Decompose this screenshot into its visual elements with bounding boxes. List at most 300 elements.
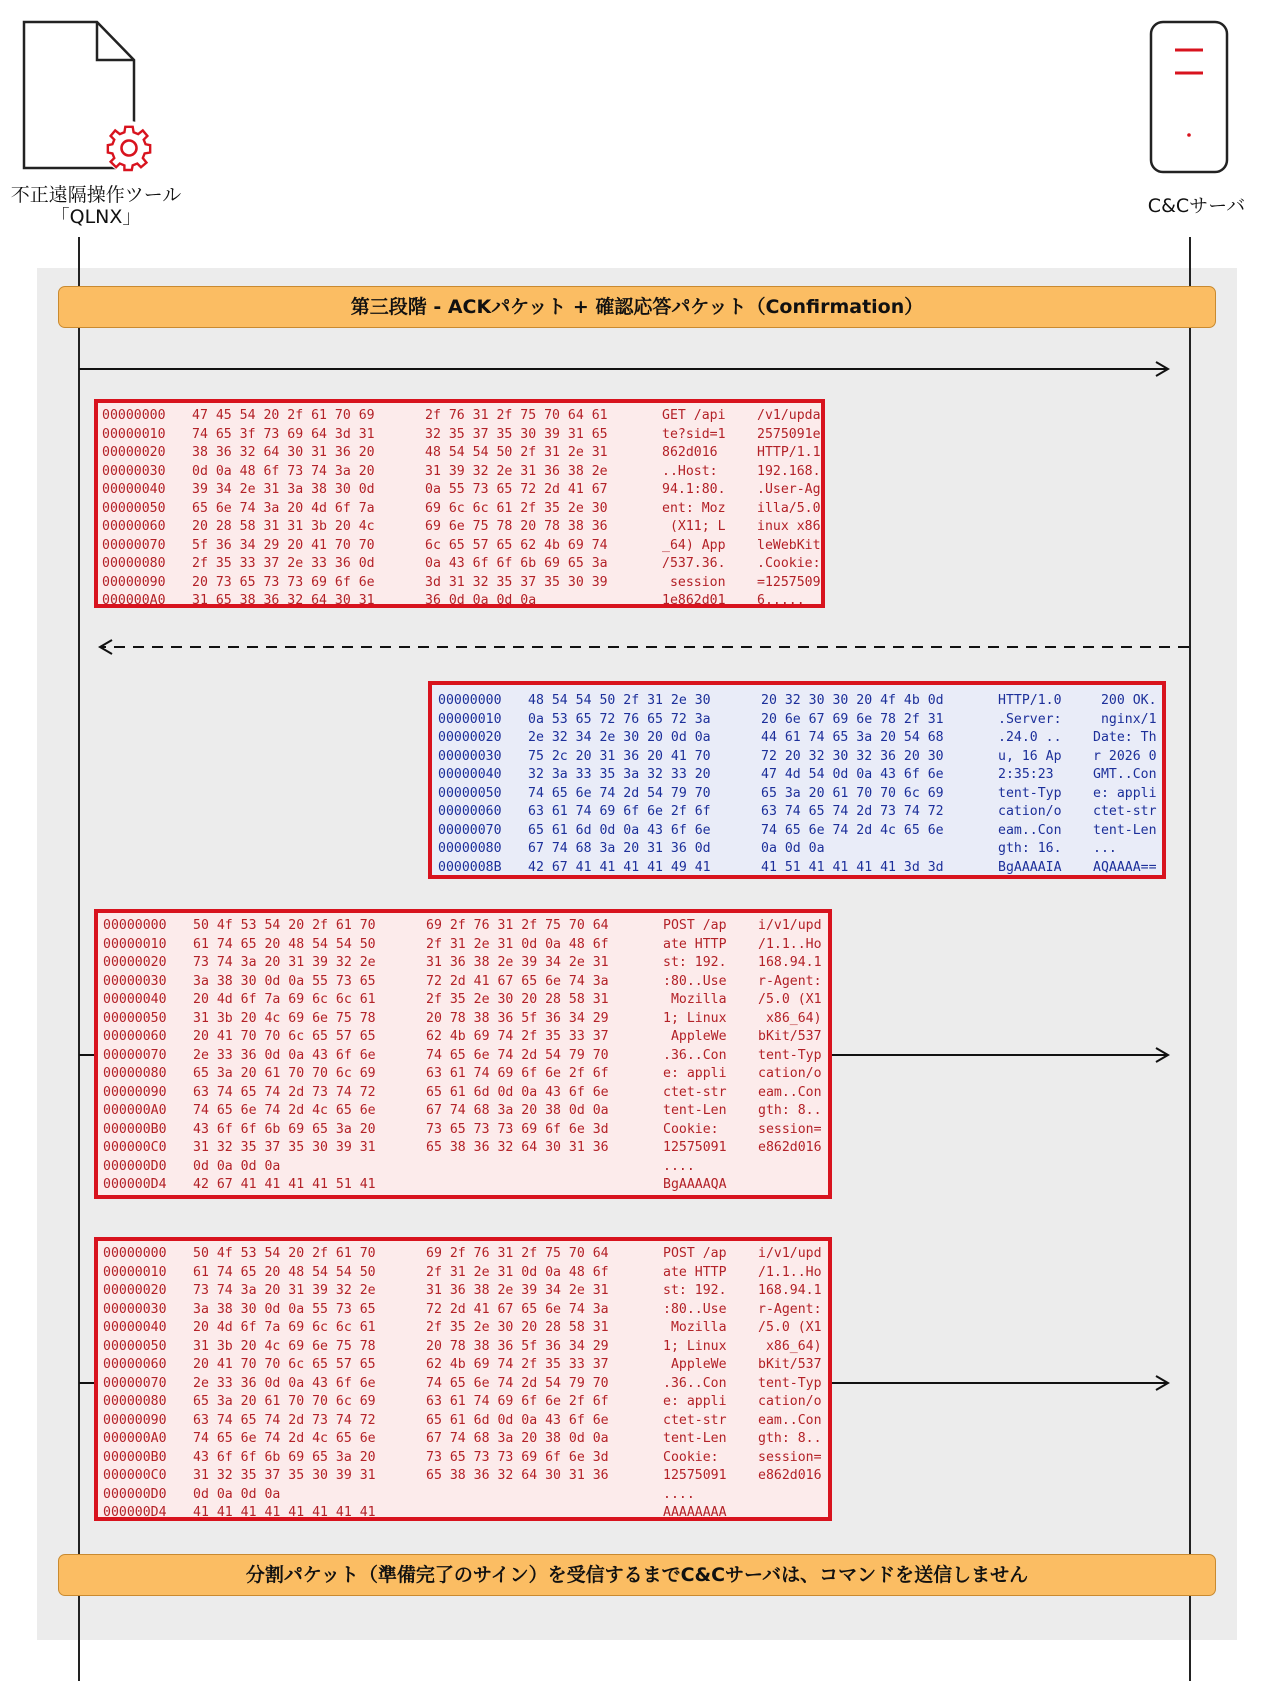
hexdump-offset: 00000050 [103, 1010, 167, 1026]
hexdump-ascii-2: HTTP/1.1 [757, 445, 821, 460]
hexdump-offset: 00000060 [103, 1357, 167, 1372]
hexdump-ascii-2: tent-Typ [758, 1047, 822, 1063]
hexdump-bytes-1: 63 74 65 74 2d 73 74 72 [193, 1412, 376, 1428]
hexdump-bytes-1: 20 41 70 70 6c 65 57 65 [193, 1029, 376, 1044]
hexdump-ascii-2: x86_64) [758, 1338, 822, 1354]
hexdump-offset: 000000D0 [103, 1486, 167, 1502]
hexdump-ascii-1: 12575091 [663, 1468, 727, 1483]
hexdump-bytes-1: 74 65 6e 74 2d 4c 65 6e [193, 1103, 376, 1118]
hexdump-offset: 00000000 [102, 408, 166, 423]
hexdump-row [438, 822, 1162, 841]
cc-server-lifeline [1189, 237, 1191, 1681]
hexdump-offset: 00000010 [103, 936, 167, 952]
hexdump-bytes-1: 20 73 65 73 73 69 6f 6e [192, 574, 375, 590]
hexdump-offset: 00000050 [438, 785, 502, 801]
hexdump-ascii-2: cation/o [758, 1394, 822, 1409]
hexdump-ascii-1: 1; Linux [663, 1010, 727, 1026]
hexdump-ascii-2: i/v1/upd [758, 918, 822, 933]
hexdump-ascii-2: gth: 8.. [758, 1431, 822, 1446]
document-gear-icon [0, 0, 200, 180]
hexdump-ascii-2: 168.94.1 [758, 955, 822, 970]
hexdump-ascii-1: session [662, 574, 726, 590]
hexdump-ascii-2: e862d016 [758, 1140, 822, 1155]
hexdump-bytes-2: 32 35 37 35 30 39 31 65 [425, 426, 608, 442]
hexdump-ascii-1: .... [663, 1158, 695, 1174]
hexdump-offset: 000000C0 [103, 1140, 167, 1155]
hexdump-offset: 00000040 [102, 482, 166, 497]
hexdump-bytes-1: 74 65 6e 74 2d 54 79 70 [528, 785, 711, 801]
hexdump-bytes-1: 20 28 58 31 31 3b 20 4c [192, 519, 375, 534]
hexdump-ascii-2: =1257509 [757, 574, 821, 590]
hexdump-bytes-2: 72 2d 41 67 65 6e 74 3a [426, 973, 609, 989]
hexdump-bytes-2: 41 51 41 41 41 41 3d 3d [761, 859, 944, 875]
hexdump-bytes-2: 62 4b 69 74 2f 35 33 37 [426, 1029, 609, 1044]
hexdump-row [103, 1176, 828, 1195]
hexdump-ascii-1: :80..Use [663, 973, 727, 989]
hexdump-bytes-1: 31 3b 20 4c 69 6e 75 78 [193, 1338, 376, 1354]
hexdump-row [103, 1412, 828, 1431]
hexdump-bytes-1: 75 2c 20 31 36 20 41 70 [528, 748, 711, 764]
hexdump-offset: 000000C0 [103, 1468, 167, 1483]
hexdump-ascii-1: tent-Typ [998, 785, 1062, 801]
hexdump-ascii-1: te?sid=1 [662, 426, 726, 442]
hexdump-row [103, 1467, 828, 1486]
hexdump-row [438, 766, 1162, 785]
hexdump-row [103, 917, 828, 936]
hexdump-bytes-2: 31 36 38 2e 39 34 2e 31 [426, 1283, 609, 1298]
hexdump-bytes-2: 2f 35 2e 30 20 28 58 31 [426, 1320, 609, 1335]
hexdump-ascii-1: _64) App [662, 537, 726, 553]
hexdump-ascii-2: session= [758, 1121, 822, 1137]
hexdump-bytes-1: 42 67 41 41 41 41 49 41 [528, 859, 711, 875]
hexdump-bytes-2: 44 61 74 65 3a 20 54 68 [761, 730, 944, 745]
hexdump-ascii-2: nginx/1 [1093, 711, 1157, 727]
hexdump-bytes-1: 61 74 65 20 48 54 54 50 [193, 1264, 376, 1280]
hexdump-ascii-1: cation/o [998, 804, 1062, 819]
hexdump-ascii-1: .... [663, 1486, 695, 1502]
hexdump-offset: 00000020 [438, 730, 502, 745]
hexdump-ascii-1: 2:35:23 [998, 767, 1062, 782]
hexdump-row [103, 1245, 828, 1264]
hexdump-ascii-1: POST /ap [663, 1246, 727, 1261]
hexdump-row [103, 973, 828, 992]
hexdump-row [102, 481, 821, 500]
hexdump-offset: 00000080 [103, 1066, 167, 1081]
hexdump-ascii-1: ..Host: [662, 463, 726, 479]
cc-server-actor-label: C&Cサーバ [1147, 195, 1246, 217]
hexdump-ascii-2: inux x86 [757, 519, 821, 534]
hexdump-bytes-1: 42 67 41 41 41 41 51 41 [193, 1177, 376, 1192]
hexdump-row [103, 1375, 828, 1394]
hexdump-bytes-2: 0a 0d 0a [761, 841, 825, 856]
hexdump-bytes-2: 69 2f 76 31 2f 75 70 64 [426, 1246, 609, 1261]
hexdump-offset: 00000060 [438, 804, 502, 819]
hexdump-ascii-2: 200 OK. [1093, 693, 1157, 708]
hexdump-ascii-1: 862d016 [662, 445, 726, 460]
hexdump-row [103, 1047, 828, 1066]
hexdump-row [103, 1486, 828, 1505]
hexdump-offset: 00000010 [103, 1264, 167, 1280]
hexdump-ascii-1: GET /api [662, 408, 726, 423]
hexdump-ascii-2: ctet-str [1093, 804, 1157, 819]
hexdump-offset: 000000D4 [103, 1505, 167, 1520]
hexdump-ascii-1: :80..Use [663, 1301, 727, 1317]
hexdump-ascii-1: AAAAAAAA [663, 1505, 727, 1520]
hexdump-offset: 000000D4 [103, 1177, 167, 1192]
hexdump-bytes-2: 73 65 73 73 69 6f 6e 3d [426, 1121, 609, 1137]
hexdump-bytes-1: 0a 53 65 72 76 65 72 3a [528, 711, 711, 727]
hexdump-row [102, 426, 821, 445]
hexdump-ascii-1: 1; Linux [663, 1338, 727, 1354]
hexdump-bytes-2: 36 0d 0a 0d 0a [425, 593, 537, 608]
hexdump-ascii-1: BgAAAAIA [998, 859, 1062, 875]
hexdump-ascii-2: session= [758, 1449, 822, 1465]
hexdump-offset: 00000080 [103, 1394, 167, 1409]
hexdump-ascii-2: x86_64) [758, 1010, 822, 1026]
hexdump-bytes-1: 43 6f 6f 6b 69 65 3a 20 [193, 1449, 376, 1465]
hexdump-bytes-1: 31 3b 20 4c 69 6e 75 78 [193, 1010, 376, 1026]
hexdump-row [102, 518, 821, 537]
hexdump-row [103, 1282, 828, 1301]
hexdump-row [103, 936, 828, 955]
hexdump-offset: 00000040 [103, 992, 167, 1007]
hexdump-packet-3 [94, 909, 832, 1199]
hexdump-offset: 00000000 [438, 693, 502, 708]
hexdump-offset: 00000030 [438, 748, 502, 764]
hexdump-row [103, 1319, 828, 1338]
hexdump-ascii-2: cation/o [758, 1066, 822, 1081]
hexdump-ascii-2: i/v1/upd [758, 1246, 822, 1261]
hexdump-row [103, 1028, 828, 1047]
hexdump-bytes-1: 20 4d 6f 7a 69 6c 6c 61 [193, 1320, 376, 1335]
hexdump-row [103, 1449, 828, 1468]
hexdump-offset: 000000A0 [103, 1103, 167, 1118]
hexdump-offset: 00000030 [102, 463, 166, 479]
hexdump-ascii-1: e: appli [663, 1394, 727, 1409]
hexdump-ascii-1: AppleWe [663, 1357, 727, 1372]
hexdump-bytes-2: 6c 65 57 65 62 4b 69 74 [425, 537, 608, 553]
hexdump-bytes-2: 20 6e 67 69 6e 78 2f 31 [761, 711, 944, 727]
hexdump-row [102, 407, 821, 426]
hexdump-bytes-1: 2f 35 33 37 2e 33 36 0d [192, 556, 375, 571]
hexdump-bytes-2: 31 36 38 2e 39 34 2e 31 [426, 955, 609, 970]
hexdump-offset: 000000A0 [103, 1431, 167, 1446]
hexdump-bytes-1: 74 65 6e 74 2d 4c 65 6e [193, 1431, 376, 1446]
hexdump-bytes-1: 65 61 6d 0d 0a 43 6f 6e [528, 822, 711, 838]
hexdump-bytes-2: 65 3a 20 61 70 70 6c 69 [761, 785, 944, 801]
hexdump-bytes-2: 31 39 32 2e 31 36 38 2e [425, 463, 608, 479]
hexdump-offset: 00000000 [103, 918, 167, 933]
hexdump-ascii-1: 1e862d01 [662, 593, 726, 608]
hexdump-ascii-2: Date: Th [1093, 730, 1157, 745]
hexdump-ascii-2: illa/5.0 [757, 500, 821, 516]
hexdump-offset: 00000070 [438, 822, 502, 838]
hexdump-row [438, 785, 1162, 804]
hexdump-ascii-2: bKit/537 [758, 1029, 822, 1044]
hexdump-ascii-1: u, 16 Ap [998, 748, 1062, 764]
hexdump-ascii-2: 168.94.1 [758, 1283, 822, 1298]
hexdump-row [103, 1264, 828, 1283]
hexdump-bytes-1: 0d 0a 0d 0a [193, 1158, 281, 1174]
hexdump-row [102, 555, 821, 574]
hexdump-offset: 00000090 [103, 1084, 167, 1100]
hexdump-offset: 00000020 [103, 955, 167, 970]
hexdump-bytes-1: 31 32 35 37 35 30 39 31 [193, 1140, 376, 1155]
hexdump-ascii-1: BgAAAAQA [663, 1177, 727, 1192]
hexdump-row [438, 803, 1162, 822]
hexdump-packet-4 [94, 1237, 832, 1521]
hexdump-ascii-2: leWebKit [757, 537, 821, 553]
hexdump-row [438, 729, 1162, 748]
hexdump-offset: 00000090 [103, 1412, 167, 1428]
hexdump-row [438, 840, 1162, 859]
hexdump-offset: 00000030 [103, 973, 167, 989]
hexdump-bytes-2: 20 78 38 36 5f 36 34 29 [426, 1338, 609, 1354]
hexdump-ascii-1: ctet-str [663, 1412, 727, 1428]
hexdump-row [103, 1065, 828, 1084]
hexdump-ascii-1: /537.36. [662, 556, 726, 571]
hexdump-bytes-2: 2f 31 2e 31 0d 0a 48 6f [426, 936, 609, 952]
hexdump-bytes-2: 74 65 6e 74 2d 54 79 70 [426, 1375, 609, 1391]
hexdump-bytes-2: 63 61 74 69 6f 6e 2f 6f [426, 1394, 609, 1409]
hexdump-ascii-2: 6..... [757, 593, 805, 608]
hexdump-packet-2 [428, 681, 1166, 879]
hexdump-row [103, 1393, 828, 1412]
hexdump-ascii-2: e: appli [1093, 785, 1157, 801]
hexdump-bytes-1: 2e 33 36 0d 0a 43 6f 6e [193, 1047, 376, 1063]
hexdump-bytes-2: 2f 35 2e 30 20 28 58 31 [426, 992, 609, 1007]
hexdump-bytes-1: 65 6e 74 3a 20 4d 6f 7a [192, 500, 375, 516]
hexdump-offset: 00000080 [438, 841, 502, 856]
hexdump-ascii-1: Cookie: [663, 1121, 727, 1137]
hexdump-ascii-2: bKit/537 [758, 1357, 822, 1372]
hexdump-bytes-2: 65 38 36 32 64 30 31 36 [426, 1468, 609, 1483]
hexdump-offset: 000000A0 [102, 593, 166, 608]
hexdump-row [438, 748, 1162, 767]
hexdump-ascii-1: .24.0 .. [998, 730, 1062, 745]
hexdump-offset: 00000050 [102, 500, 166, 516]
hexdump-offset: 00000070 [102, 537, 166, 553]
hexdump-row [102, 574, 821, 593]
hexdump-ascii-2: 2575091e [757, 426, 821, 442]
hexdump-offset: 000000D0 [103, 1158, 167, 1174]
qlnx-actor-label: 不正遠隔操作ツール 「QLNX」 [10, 184, 182, 228]
hexdump-bytes-2: 69 6e 75 78 20 78 38 36 [425, 519, 608, 534]
hexdump-offset: 00000090 [102, 574, 166, 590]
hexdump-ascii-1: Mozilla [663, 992, 727, 1007]
hexdump-bytes-1: 20 4d 6f 7a 69 6c 6c 61 [193, 992, 376, 1007]
hexdump-ascii-1: e: appli [663, 1066, 727, 1081]
hexdump-ascii-1: ate HTTP [663, 1264, 727, 1280]
hexdump-bytes-2: 72 20 32 30 32 36 20 30 [761, 748, 944, 764]
hexdump-bytes-1: 73 74 3a 20 31 39 32 2e [193, 1283, 376, 1298]
hexdump-row [103, 1356, 828, 1375]
hexdump-bytes-1: 20 41 70 70 6c 65 57 65 [193, 1357, 376, 1372]
hexdump-bytes-1: 3a 38 30 0d 0a 55 73 65 [193, 1301, 376, 1317]
hexdump-bytes-2: 65 61 6d 0d 0a 43 6f 6e [426, 1412, 609, 1428]
hexdump-bytes-1: 67 74 68 3a 20 31 36 0d [528, 841, 711, 856]
hexdump-bytes-1: 63 74 65 74 2d 73 74 72 [193, 1084, 376, 1100]
hexdump-offset: 00000070 [103, 1047, 167, 1063]
hexdump-ascii-1: .36..Con [663, 1047, 727, 1063]
hexdump-ascii-1: Mozilla [663, 1320, 727, 1335]
hexdump-row [102, 444, 821, 463]
hexdump-ascii-2: eam..Con [758, 1084, 822, 1100]
hexdump-bytes-1: 65 3a 20 61 70 70 6c 69 [193, 1066, 376, 1081]
hexdump-ascii-2: gth: 8.. [758, 1103, 822, 1118]
hexdump-ascii-2: /5.0 (X1 [758, 992, 822, 1007]
hexdump-ascii-2: tent-Typ [758, 1375, 822, 1391]
hexdump-ascii-1: ate HTTP [663, 936, 727, 952]
hexdump-bytes-1: 38 36 32 64 30 31 36 20 [192, 445, 375, 460]
hexdump-row [438, 859, 1162, 878]
hexdump-ascii-1: Cookie: [663, 1449, 727, 1465]
hexdump-bytes-1: 31 32 35 37 35 30 39 31 [193, 1468, 376, 1483]
hexdump-ascii-1: eam..Con [998, 822, 1062, 838]
hexdump-ascii-1: ent: Moz [662, 500, 726, 516]
hexdump-offset: 00000000 [103, 1246, 167, 1261]
hexdump-offset: 00000050 [103, 1338, 167, 1354]
hexdump-row [103, 991, 828, 1010]
hexdump-offset: 00000040 [438, 767, 502, 782]
hexdump-offset: 00000030 [103, 1301, 167, 1317]
hexdump-bytes-2: 74 65 6e 74 2d 54 79 70 [426, 1047, 609, 1063]
hexdump-offset: 000000B0 [103, 1121, 167, 1137]
hexdump-row [103, 1158, 828, 1177]
hexdump-ascii-2: eam..Con [758, 1412, 822, 1428]
hexdump-bytes-1: 2e 33 36 0d 0a 43 6f 6e [193, 1375, 376, 1391]
hexdump-offset: 0000008B [438, 859, 502, 875]
hexdump-bytes-1: 48 54 54 50 2f 31 2e 30 [528, 693, 711, 708]
hexdump-bytes-1: 50 4f 53 54 20 2f 61 70 [193, 918, 376, 933]
hexdump-ascii-2: .Cookie: [757, 556, 821, 571]
hexdump-bytes-1: 0d 0a 48 6f 73 74 3a 20 [192, 463, 375, 479]
hexdump-row [103, 1301, 828, 1320]
hexdump-row [103, 1102, 828, 1121]
hexdump-ascii-2: .User-Ag [757, 482, 821, 497]
hexdump-bytes-2: 69 6c 6c 61 2f 35 2e 30 [425, 500, 608, 516]
hexdump-bytes-2: 0a 55 73 65 72 2d 41 67 [425, 482, 608, 497]
hexdump-bytes-1: 65 3a 20 61 70 70 6c 69 [193, 1394, 376, 1409]
hexdump-row [103, 1504, 828, 1521]
hexdump-row [102, 500, 821, 519]
hexdump-bytes-2: 67 74 68 3a 20 38 0d 0a [426, 1431, 609, 1446]
hexdump-ascii-2: tent-Len [1093, 822, 1157, 838]
hexdump-bytes-1: 50 4f 53 54 20 2f 61 70 [193, 1246, 376, 1261]
hexdump-row [102, 592, 821, 608]
hexdump-bytes-1: 2e 32 34 2e 30 20 0d 0a [528, 730, 711, 745]
hexdump-bytes-2: 74 65 6e 74 2d 4c 65 6e [761, 822, 944, 838]
hexdump-ascii-1: .Server: [998, 711, 1062, 727]
hexdump-bytes-1: 63 61 74 69 6f 6e 2f 6f [528, 804, 711, 819]
hexdump-offset: 00000060 [102, 519, 166, 534]
hexdump-bytes-2: 63 74 65 74 2d 73 74 72 [761, 804, 944, 819]
hexdump-row [438, 692, 1162, 711]
hexdump-ascii-2: r 2026 0 [1093, 748, 1157, 764]
hexdump-bytes-2: 69 2f 76 31 2f 75 70 64 [426, 918, 609, 933]
hexdump-ascii-2: e862d016 [758, 1468, 822, 1483]
hexdump-ascii-1: gth: 16. [998, 841, 1062, 856]
hexdump-bytes-2: 65 38 36 32 64 30 31 36 [426, 1140, 609, 1155]
hexdump-bytes-1: 32 3a 33 35 3a 32 33 20 [528, 767, 711, 782]
hexdump-ascii-1: ctet-str [663, 1084, 727, 1100]
hexdump-row [103, 1084, 828, 1103]
hexdump-ascii-2: r-Agent: [758, 1301, 822, 1317]
hexdump-bytes-1: 43 6f 6f 6b 69 65 3a 20 [193, 1121, 376, 1137]
hexdump-row [103, 954, 828, 973]
hexdump-bytes-1: 39 34 2e 31 3a 38 30 0d [192, 482, 375, 497]
hexdump-bytes-1: 5f 36 34 29 20 41 70 70 [192, 537, 375, 553]
hexdump-bytes-2: 20 32 30 30 20 4f 4b 0d [761, 693, 944, 708]
hexdump-ascii-1: .36..Con [663, 1375, 727, 1391]
hexdump-ascii-2: ... [1093, 841, 1117, 856]
hexdump-row [103, 1139, 828, 1158]
hexdump-offset: 00000010 [438, 711, 502, 727]
hexdump-bytes-1: 61 74 65 20 48 54 54 50 [193, 936, 376, 952]
hexdump-ascii-1: tent-Len [663, 1431, 727, 1446]
hexdump-row [103, 1121, 828, 1140]
hexdump-offset: 00000020 [103, 1283, 167, 1298]
hexdump-bytes-2: 72 2d 41 67 65 6e 74 3a [426, 1301, 609, 1317]
hexdump-ascii-1: POST /ap [663, 918, 727, 933]
hexdump-bytes-2: 67 74 68 3a 20 38 0d 0a [426, 1103, 609, 1118]
hexdump-offset: 00000040 [103, 1320, 167, 1335]
hexdump-bytes-2: 62 4b 69 74 2f 35 33 37 [426, 1357, 609, 1372]
hexdump-row [438, 711, 1162, 730]
hexdump-bytes-2: 0a 43 6f 6f 6b 69 65 3a [425, 556, 608, 571]
hexdump-offset: 00000080 [102, 556, 166, 571]
hexdump-ascii-1: (X11; L [662, 519, 726, 534]
hexdump-row [103, 1010, 828, 1029]
hexdump-ascii-2: /1.1..Ho [758, 936, 822, 952]
note-banner: 分割パケット（準備完了のサイン）を受信するまでC&Cサーバは、コマンドを送信しません [58, 1554, 1216, 1596]
hexdump-offset: 000000B0 [103, 1449, 167, 1465]
hexdump-offset: 00000070 [103, 1375, 167, 1391]
hexdump-bytes-1: 3a 38 30 0d 0a 55 73 65 [193, 973, 376, 989]
hexdump-offset: 00000060 [103, 1029, 167, 1044]
hexdump-offset: 00000020 [102, 445, 166, 460]
hexdump-row [103, 1338, 828, 1357]
hexdump-bytes-2: 63 61 74 69 6f 6e 2f 6f [426, 1066, 609, 1081]
hexdump-bytes-2: 3d 31 32 35 37 35 30 39 [425, 574, 608, 590]
hexdump-row [102, 463, 821, 482]
hexdump-bytes-1: 73 74 3a 20 31 39 32 2e [193, 955, 376, 970]
hexdump-ascii-2: /5.0 (X1 [758, 1320, 822, 1335]
hexdump-ascii-1: st: 192. [663, 955, 727, 970]
hexdump-bytes-2: 2f 76 31 2f 75 70 64 61 [425, 408, 608, 423]
hexdump-ascii-2: r-Agent: [758, 973, 822, 989]
hexdump-ascii-2: AQAAAA== [1093, 859, 1157, 875]
hexdump-ascii-1: HTTP/1.0 [998, 693, 1062, 708]
hexdump-offset: 00000010 [102, 426, 166, 442]
hexdump-bytes-1: 47 45 54 20 2f 61 70 69 [192, 408, 375, 423]
hexdump-bytes-1: 74 65 3f 73 69 64 3d 31 [192, 426, 375, 442]
hexdump-ascii-1: AppleWe [663, 1029, 727, 1044]
hexdump-ascii-1: 94.1:80. [662, 482, 726, 497]
hexdump-row [103, 1430, 828, 1449]
hexdump-ascii-2: /1.1..Ho [758, 1264, 822, 1280]
hexdump-bytes-2: 47 4d 54 0d 0a 43 6f 6e [761, 767, 944, 782]
hexdump-ascii-1: tent-Len [663, 1103, 727, 1118]
hexdump-packet-1 [94, 399, 825, 608]
hexdump-ascii-2: 192.168. [757, 463, 821, 479]
hexdump-bytes-2: 48 54 54 50 2f 31 2e 31 [425, 445, 608, 460]
hexdump-bytes-1: 31 65 38 36 32 64 30 31 [192, 593, 375, 608]
hexdump-bytes-2: 65 61 6d 0d 0a 43 6f 6e [426, 1084, 609, 1100]
hexdump-bytes-2: 73 65 73 73 69 6f 6e 3d [426, 1449, 609, 1465]
hexdump-ascii-2: /v1/upda [757, 408, 821, 423]
hexdump-bytes-2: 2f 31 2e 31 0d 0a 48 6f [426, 1264, 609, 1280]
